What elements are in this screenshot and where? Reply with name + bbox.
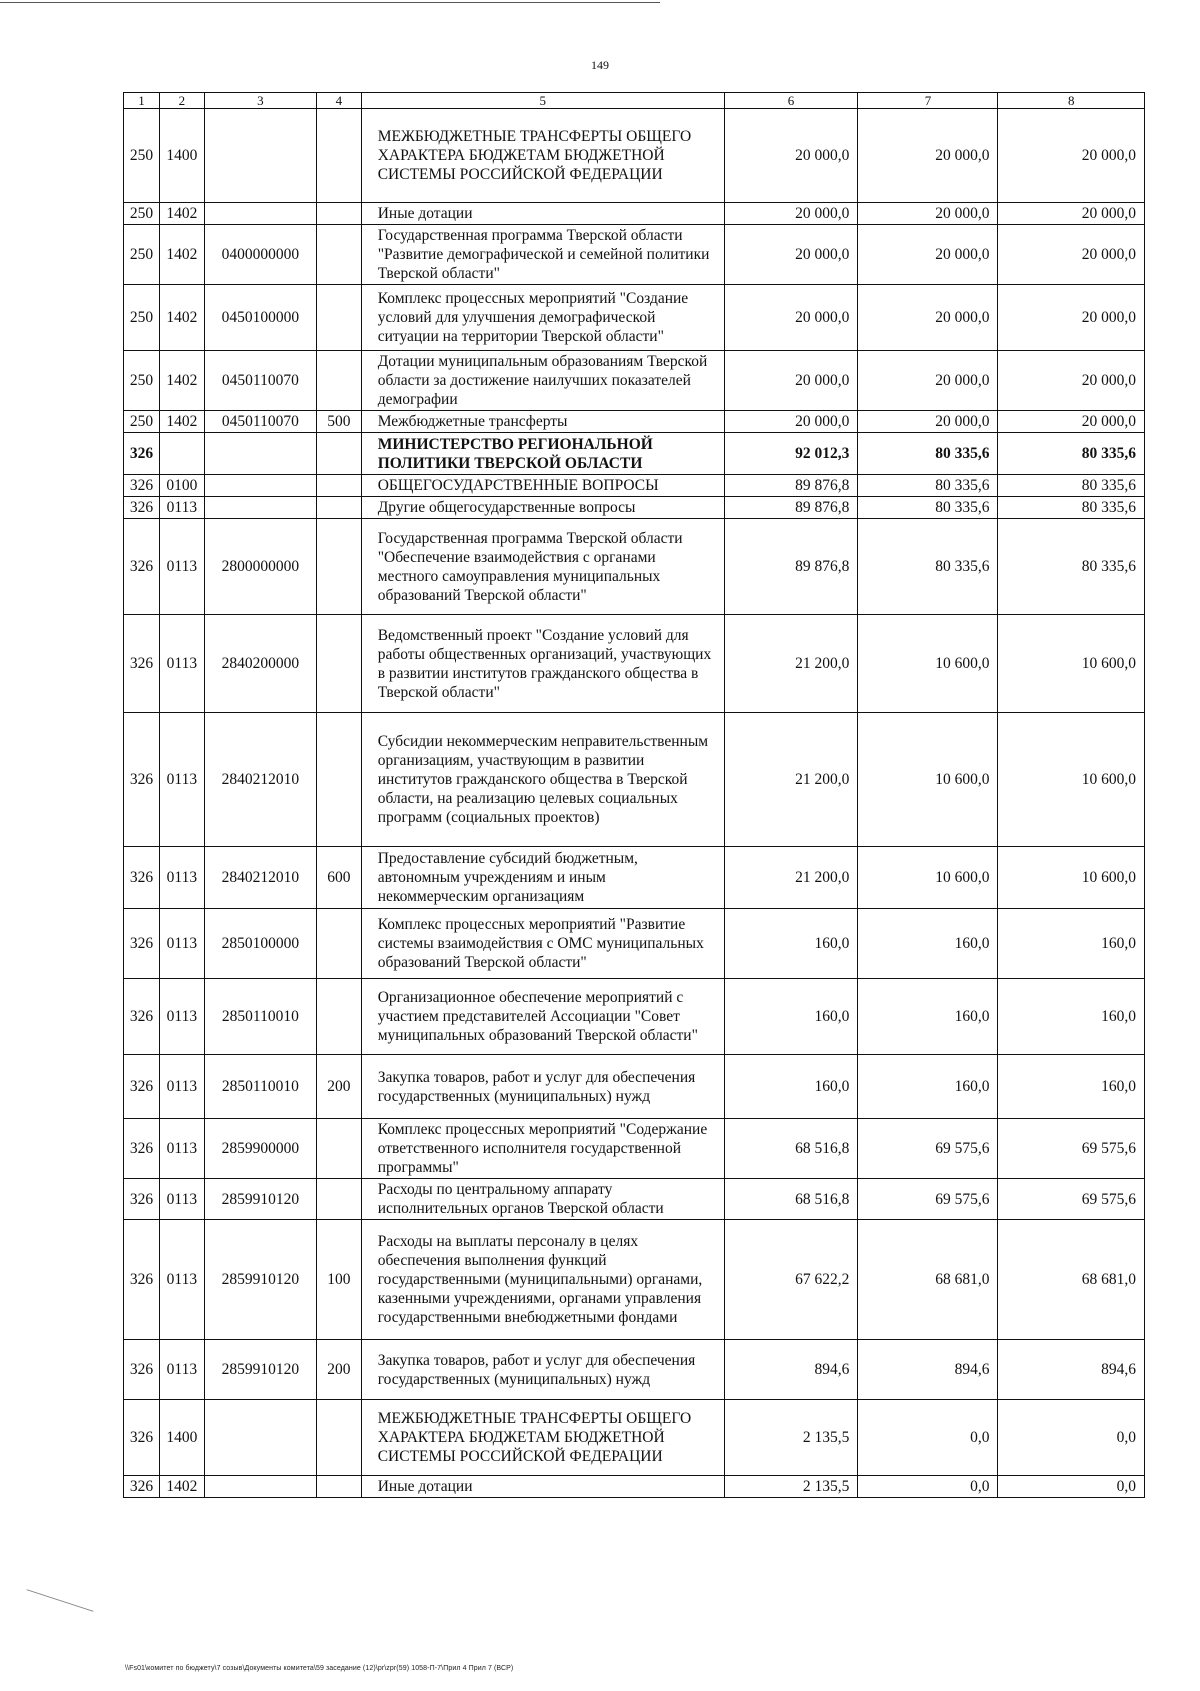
subsection-code-cell: 1400 bbox=[160, 109, 205, 203]
column-header: 3 bbox=[204, 93, 317, 109]
amount-col8-cell: 20 000,0 bbox=[998, 351, 1145, 411]
target-article-cell: 2840212010 bbox=[204, 713, 317, 847]
amount-col6-cell: 67 622,2 bbox=[724, 1220, 858, 1340]
column-header: 2 bbox=[160, 93, 205, 109]
column-header: 7 bbox=[858, 93, 998, 109]
footer-file-path: \\Fs01\комитет по бюджету\7 созыв\Документы комитета\59 заседание (12)\pr\zpr(59) 1058-П-7\Прил 4 Прил 7 (ВСР) bbox=[125, 1665, 514, 1672]
table-row bbox=[124, 351, 1145, 411]
description-cell: Иные дотации bbox=[361, 1476, 724, 1498]
amount-col6-cell: 21 200,0 bbox=[724, 713, 858, 847]
amount-col7-cell: 68 681,0 bbox=[858, 1220, 998, 1340]
subsection-code-cell: 0113 bbox=[160, 615, 205, 713]
amount-col7-cell: 10 600,0 bbox=[858, 713, 998, 847]
target-article-cell: 2859910120 bbox=[204, 1340, 317, 1400]
expense-type-cell bbox=[317, 979, 362, 1055]
section-code-cell: 250 bbox=[124, 411, 160, 433]
target-article-cell bbox=[204, 497, 317, 519]
table-row bbox=[124, 615, 1145, 713]
amount-col6-cell: 21 200,0 bbox=[724, 847, 858, 909]
section-code-cell: 250 bbox=[124, 203, 160, 225]
amount-col6-cell: 89 876,8 bbox=[724, 475, 858, 497]
amount-col8-cell: 0,0 bbox=[998, 1400, 1145, 1476]
target-article-cell: 2859900000 bbox=[204, 1119, 317, 1179]
description-cell: Межбюджетные трансферты bbox=[361, 411, 724, 433]
section-code-cell: 326 bbox=[124, 433, 160, 475]
amount-col6-cell: 20 000,0 bbox=[724, 109, 858, 203]
table-row bbox=[124, 497, 1145, 519]
amount-col8-cell: 20 000,0 bbox=[998, 285, 1145, 351]
amount-col6-cell: 21 200,0 bbox=[724, 615, 858, 713]
target-article-cell bbox=[204, 203, 317, 225]
subsection-code-cell: 0113 bbox=[160, 519, 205, 615]
description-cell: МЕЖБЮДЖЕТНЫЕ ТРАНСФЕРТЫ ОБЩЕГО ХАРАКТЕРА БЮДЖЕТАМ БЮДЖЕТНОЙ СИСТЕМЫ РОССИЙСКОЙ ФЕДЕРАЦИИ bbox=[361, 109, 724, 203]
subsection-code-cell bbox=[160, 433, 205, 475]
amount-col7-cell: 0,0 bbox=[858, 1476, 998, 1498]
table-row bbox=[124, 203, 1145, 225]
amount-col7-cell: 20 000,0 bbox=[858, 351, 998, 411]
amount-col8-cell: 10 600,0 bbox=[998, 713, 1145, 847]
amount-col6-cell: 2 135,5 bbox=[724, 1400, 858, 1476]
amount-col8-cell: 20 000,0 bbox=[998, 109, 1145, 203]
expense-type-cell bbox=[317, 285, 362, 351]
target-article-cell: 0400000000 bbox=[204, 225, 317, 285]
amount-col6-cell: 89 876,8 bbox=[724, 497, 858, 519]
target-article-cell bbox=[204, 475, 317, 497]
expense-type-cell bbox=[317, 225, 362, 285]
amount-col7-cell: 69 575,6 bbox=[858, 1179, 998, 1220]
subsection-code-cell: 1402 bbox=[160, 351, 205, 411]
subsection-code-cell: 0113 bbox=[160, 1055, 205, 1119]
table-row bbox=[124, 1220, 1145, 1340]
amount-col6-cell: 20 000,0 bbox=[724, 411, 858, 433]
table-row bbox=[124, 847, 1145, 909]
section-code-cell: 250 bbox=[124, 225, 160, 285]
subsection-code-cell: 0113 bbox=[160, 1340, 205, 1400]
description-cell: Комплекс процессных мероприятий "Содержание ответственного исполнителя государственной программы" bbox=[361, 1119, 724, 1179]
amount-col6-cell: 2 135,5 bbox=[724, 1476, 858, 1498]
description-cell: Организационное обеспечение мероприятий с участием представителей Ассоциации "Совет муниципальных образований Тверской области" bbox=[361, 979, 724, 1055]
subsection-code-cell: 0113 bbox=[160, 909, 205, 979]
amount-col7-cell: 160,0 bbox=[858, 909, 998, 979]
expense-type-cell bbox=[317, 433, 362, 475]
amount-col8-cell: 68 681,0 bbox=[998, 1220, 1145, 1340]
expense-type-cell bbox=[317, 1400, 362, 1476]
amount-col8-cell: 160,0 bbox=[998, 979, 1145, 1055]
table-row bbox=[124, 1179, 1145, 1220]
description-cell: Закупка товаров, работ и услуг для обеспечения государственных (муниципальных) нужд bbox=[361, 1055, 724, 1119]
description-cell: МЕЖБЮДЖЕТНЫЕ ТРАНСФЕРТЫ ОБЩЕГО ХАРАКТЕРА БЮДЖЕТАМ БЮДЖЕТНОЙ СИСТЕМЫ РОССИЙСКОЙ ФЕДЕРАЦИИ bbox=[361, 1400, 724, 1476]
section-code-cell: 326 bbox=[124, 713, 160, 847]
amount-col6-cell: 20 000,0 bbox=[724, 351, 858, 411]
subsection-code-cell: 0113 bbox=[160, 713, 205, 847]
amount-col8-cell: 80 335,6 bbox=[998, 497, 1145, 519]
table-row bbox=[124, 519, 1145, 615]
amount-col8-cell: 160,0 bbox=[998, 909, 1145, 979]
section-code-cell: 326 bbox=[124, 1055, 160, 1119]
amount-col8-cell: 69 575,6 bbox=[998, 1119, 1145, 1179]
description-cell: Закупка товаров, работ и услуг для обеспечения государственных (муниципальных) нужд bbox=[361, 1340, 724, 1400]
section-code-cell: 326 bbox=[124, 1220, 160, 1340]
subsection-code-cell: 0100 bbox=[160, 475, 205, 497]
table-row bbox=[124, 909, 1145, 979]
amount-col7-cell: 80 335,6 bbox=[858, 433, 998, 475]
expense-type-cell bbox=[317, 615, 362, 713]
amount-col7-cell: 20 000,0 bbox=[858, 285, 998, 351]
column-header: 6 bbox=[724, 93, 858, 109]
table-row bbox=[124, 411, 1145, 433]
section-code-cell: 250 bbox=[124, 351, 160, 411]
description-cell: Расходы на выплаты персоналу в целях обеспечения выполнения функций государственными (муниципальными) органами, казенными учреждениями, органами управления государственными внебюджетными фондами bbox=[361, 1220, 724, 1340]
table-row bbox=[124, 1055, 1145, 1119]
amount-col8-cell: 894,6 bbox=[998, 1340, 1145, 1400]
description-cell: Государственная программа Тверской области "Обеспечение взаимодействия с органами местного самоуправления муниципальных образований Тверской области" bbox=[361, 519, 724, 615]
subsection-code-cell: 1400 bbox=[160, 1400, 205, 1476]
amount-col6-cell: 894,6 bbox=[724, 1340, 858, 1400]
amount-col8-cell: 10 600,0 bbox=[998, 847, 1145, 909]
expense-type-cell: 500 bbox=[317, 411, 362, 433]
page-number: 149 bbox=[591, 58, 609, 72]
target-article-cell: 2859910120 bbox=[204, 1220, 317, 1340]
expense-type-cell bbox=[317, 1119, 362, 1179]
table-row bbox=[124, 109, 1145, 203]
section-code-cell: 326 bbox=[124, 615, 160, 713]
amount-col6-cell: 160,0 bbox=[724, 1055, 858, 1119]
expense-type-cell: 100 bbox=[317, 1220, 362, 1340]
description-cell: Комплекс процессных мероприятий "Создание условий для улучшения демографической ситуации на территории Тверской области" bbox=[361, 285, 724, 351]
table-row bbox=[124, 475, 1145, 497]
amount-col6-cell: 68 516,8 bbox=[724, 1119, 858, 1179]
target-article-cell bbox=[204, 109, 317, 203]
subsection-code-cell: 1402 bbox=[160, 411, 205, 433]
subsection-code-cell: 0113 bbox=[160, 497, 205, 519]
amount-col6-cell: 160,0 bbox=[724, 909, 858, 979]
scan-artifact-line bbox=[27, 1589, 94, 1612]
target-article-cell: 2850100000 bbox=[204, 909, 317, 979]
subsection-code-cell: 1402 bbox=[160, 225, 205, 285]
target-article-cell bbox=[204, 433, 317, 475]
description-cell: Расходы по центральному аппарату исполнительных органов Тверской области bbox=[361, 1179, 724, 1220]
table-row bbox=[124, 713, 1145, 847]
amount-col8-cell: 80 335,6 bbox=[998, 475, 1145, 497]
description-cell: МИНИСТЕРСТВО РЕГИОНАЛЬНОЙ ПОЛИТИКИ ТВЕРСКОЙ ОБЛАСТИ bbox=[361, 433, 724, 475]
target-article-cell: 2850110010 bbox=[204, 1055, 317, 1119]
subsection-code-cell: 0113 bbox=[160, 979, 205, 1055]
scan-top-rule bbox=[0, 2, 660, 3]
target-article-cell: 2840200000 bbox=[204, 615, 317, 713]
amount-col7-cell: 80 335,6 bbox=[858, 475, 998, 497]
section-code-cell: 326 bbox=[124, 519, 160, 615]
amount-col8-cell: 80 335,6 bbox=[998, 519, 1145, 615]
expense-type-cell: 200 bbox=[317, 1340, 362, 1400]
expense-type-cell: 600 bbox=[317, 847, 362, 909]
amount-col6-cell: 160,0 bbox=[724, 979, 858, 1055]
section-code-cell: 326 bbox=[124, 475, 160, 497]
table-row bbox=[124, 1340, 1145, 1400]
table-row bbox=[124, 225, 1145, 285]
amount-col6-cell: 89 876,8 bbox=[724, 519, 858, 615]
description-cell: Иные дотации bbox=[361, 203, 724, 225]
target-article-cell: 2859910120 bbox=[204, 1179, 317, 1220]
section-code-cell: 326 bbox=[124, 497, 160, 519]
amount-col6-cell: 20 000,0 bbox=[724, 203, 858, 225]
description-cell: Субсидии некоммерческим неправительственным организациям, участвующим в развитии институтов гражданского общества в Тверской области, на реализацию целевых социальных программ (социальных проектов) bbox=[361, 713, 724, 847]
table-row bbox=[124, 1119, 1145, 1179]
section-code-cell: 250 bbox=[124, 285, 160, 351]
amount-col8-cell: 80 335,6 bbox=[998, 433, 1145, 475]
amount-col8-cell: 69 575,6 bbox=[998, 1179, 1145, 1220]
amount-col7-cell: 160,0 bbox=[858, 979, 998, 1055]
budget-table bbox=[123, 92, 1145, 1498]
amount-col7-cell: 10 600,0 bbox=[858, 847, 998, 909]
table-row bbox=[124, 979, 1145, 1055]
subsection-code-cell: 0113 bbox=[160, 1119, 205, 1179]
subsection-code-cell: 1402 bbox=[160, 1476, 205, 1498]
target-article-cell: 0450110070 bbox=[204, 411, 317, 433]
amount-col7-cell: 20 000,0 bbox=[858, 411, 998, 433]
expense-type-cell bbox=[317, 109, 362, 203]
amount-col7-cell: 20 000,0 bbox=[858, 225, 998, 285]
section-code-cell: 250 bbox=[124, 109, 160, 203]
target-article-cell: 0450110070 bbox=[204, 351, 317, 411]
section-code-cell: 326 bbox=[124, 1119, 160, 1179]
amount-col8-cell: 160,0 bbox=[998, 1055, 1145, 1119]
amount-col7-cell: 20 000,0 bbox=[858, 109, 998, 203]
table-row bbox=[124, 285, 1145, 351]
column-header: 5 bbox=[361, 93, 724, 109]
table-row bbox=[124, 1476, 1145, 1498]
description-cell: Государственная программа Тверской области "Развитие демографической и семейной политики Тверской области" bbox=[361, 225, 724, 285]
description-cell: Ведомственный проект "Создание условий для работы общественных организаций, участвующих в развитии институтов гражданского общества в Тверской области" bbox=[361, 615, 724, 713]
expense-type-cell bbox=[317, 475, 362, 497]
table-header-row bbox=[124, 93, 1145, 109]
target-article-cell bbox=[204, 1476, 317, 1498]
amount-col7-cell: 20 000,0 bbox=[858, 203, 998, 225]
amount-col7-cell: 80 335,6 bbox=[858, 519, 998, 615]
subsection-code-cell: 0113 bbox=[160, 1220, 205, 1340]
amount-col6-cell: 92 012,3 bbox=[724, 433, 858, 475]
target-article-cell: 0450100000 bbox=[204, 285, 317, 351]
amount-col6-cell: 20 000,0 bbox=[724, 285, 858, 351]
expense-type-cell bbox=[317, 1179, 362, 1220]
amount-col7-cell: 10 600,0 bbox=[858, 615, 998, 713]
amount-col8-cell: 20 000,0 bbox=[998, 225, 1145, 285]
amount-col6-cell: 20 000,0 bbox=[724, 225, 858, 285]
amount-col7-cell: 160,0 bbox=[858, 1055, 998, 1119]
amount-col8-cell: 0,0 bbox=[998, 1476, 1145, 1498]
expense-type-cell bbox=[317, 203, 362, 225]
subsection-code-cell: 1402 bbox=[160, 203, 205, 225]
expense-type-cell bbox=[317, 713, 362, 847]
amount-col8-cell: 10 600,0 bbox=[998, 615, 1145, 713]
column-header: 8 bbox=[998, 93, 1145, 109]
table-row bbox=[124, 433, 1145, 475]
column-header: 4 bbox=[317, 93, 362, 109]
amount-col7-cell: 894,6 bbox=[858, 1340, 998, 1400]
table-row bbox=[124, 1400, 1145, 1476]
target-article-cell: 2850110010 bbox=[204, 979, 317, 1055]
section-code-cell: 326 bbox=[124, 1179, 160, 1220]
section-code-cell: 326 bbox=[124, 979, 160, 1055]
section-code-cell: 326 bbox=[124, 1400, 160, 1476]
expense-type-cell bbox=[317, 519, 362, 615]
target-article-cell: 2840212010 bbox=[204, 847, 317, 909]
target-article-cell: 2800000000 bbox=[204, 519, 317, 615]
expense-type-cell bbox=[317, 351, 362, 411]
amount-col8-cell: 20 000,0 bbox=[998, 203, 1145, 225]
expense-type-cell: 200 bbox=[317, 1055, 362, 1119]
description-cell: Предоставление субсидий бюджетным, автономным учреждениям и иным некоммерческим организациям bbox=[361, 847, 724, 909]
amount-col7-cell: 0,0 bbox=[858, 1400, 998, 1476]
expense-type-cell bbox=[317, 497, 362, 519]
description-cell: Дотации муниципальным образованиям Тверской области за достижение наилучших показателей демографии bbox=[361, 351, 724, 411]
target-article-cell bbox=[204, 1400, 317, 1476]
expense-type-cell bbox=[317, 909, 362, 979]
description-cell: ОБЩЕГОСУДАРСТВЕННЫЕ ВОПРОСЫ bbox=[361, 475, 724, 497]
section-code-cell: 326 bbox=[124, 1340, 160, 1400]
amount-col6-cell: 68 516,8 bbox=[724, 1179, 858, 1220]
column-header: 1 bbox=[124, 93, 160, 109]
subsection-code-cell: 0113 bbox=[160, 1179, 205, 1220]
amount-col8-cell: 20 000,0 bbox=[998, 411, 1145, 433]
section-code-cell: 326 bbox=[124, 1476, 160, 1498]
description-cell: Комплекс процессных мероприятий "Развитие системы взаимодействия с ОМС муниципальных образований Тверской области" bbox=[361, 909, 724, 979]
expense-type-cell bbox=[317, 1476, 362, 1498]
subsection-code-cell: 0113 bbox=[160, 847, 205, 909]
subsection-code-cell: 1402 bbox=[160, 285, 205, 351]
description-cell: Другие общегосударственные вопросы bbox=[361, 497, 724, 519]
section-code-cell: 326 bbox=[124, 909, 160, 979]
amount-col7-cell: 69 575,6 bbox=[858, 1119, 998, 1179]
section-code-cell: 326 bbox=[124, 847, 160, 909]
amount-col7-cell: 80 335,6 bbox=[858, 497, 998, 519]
